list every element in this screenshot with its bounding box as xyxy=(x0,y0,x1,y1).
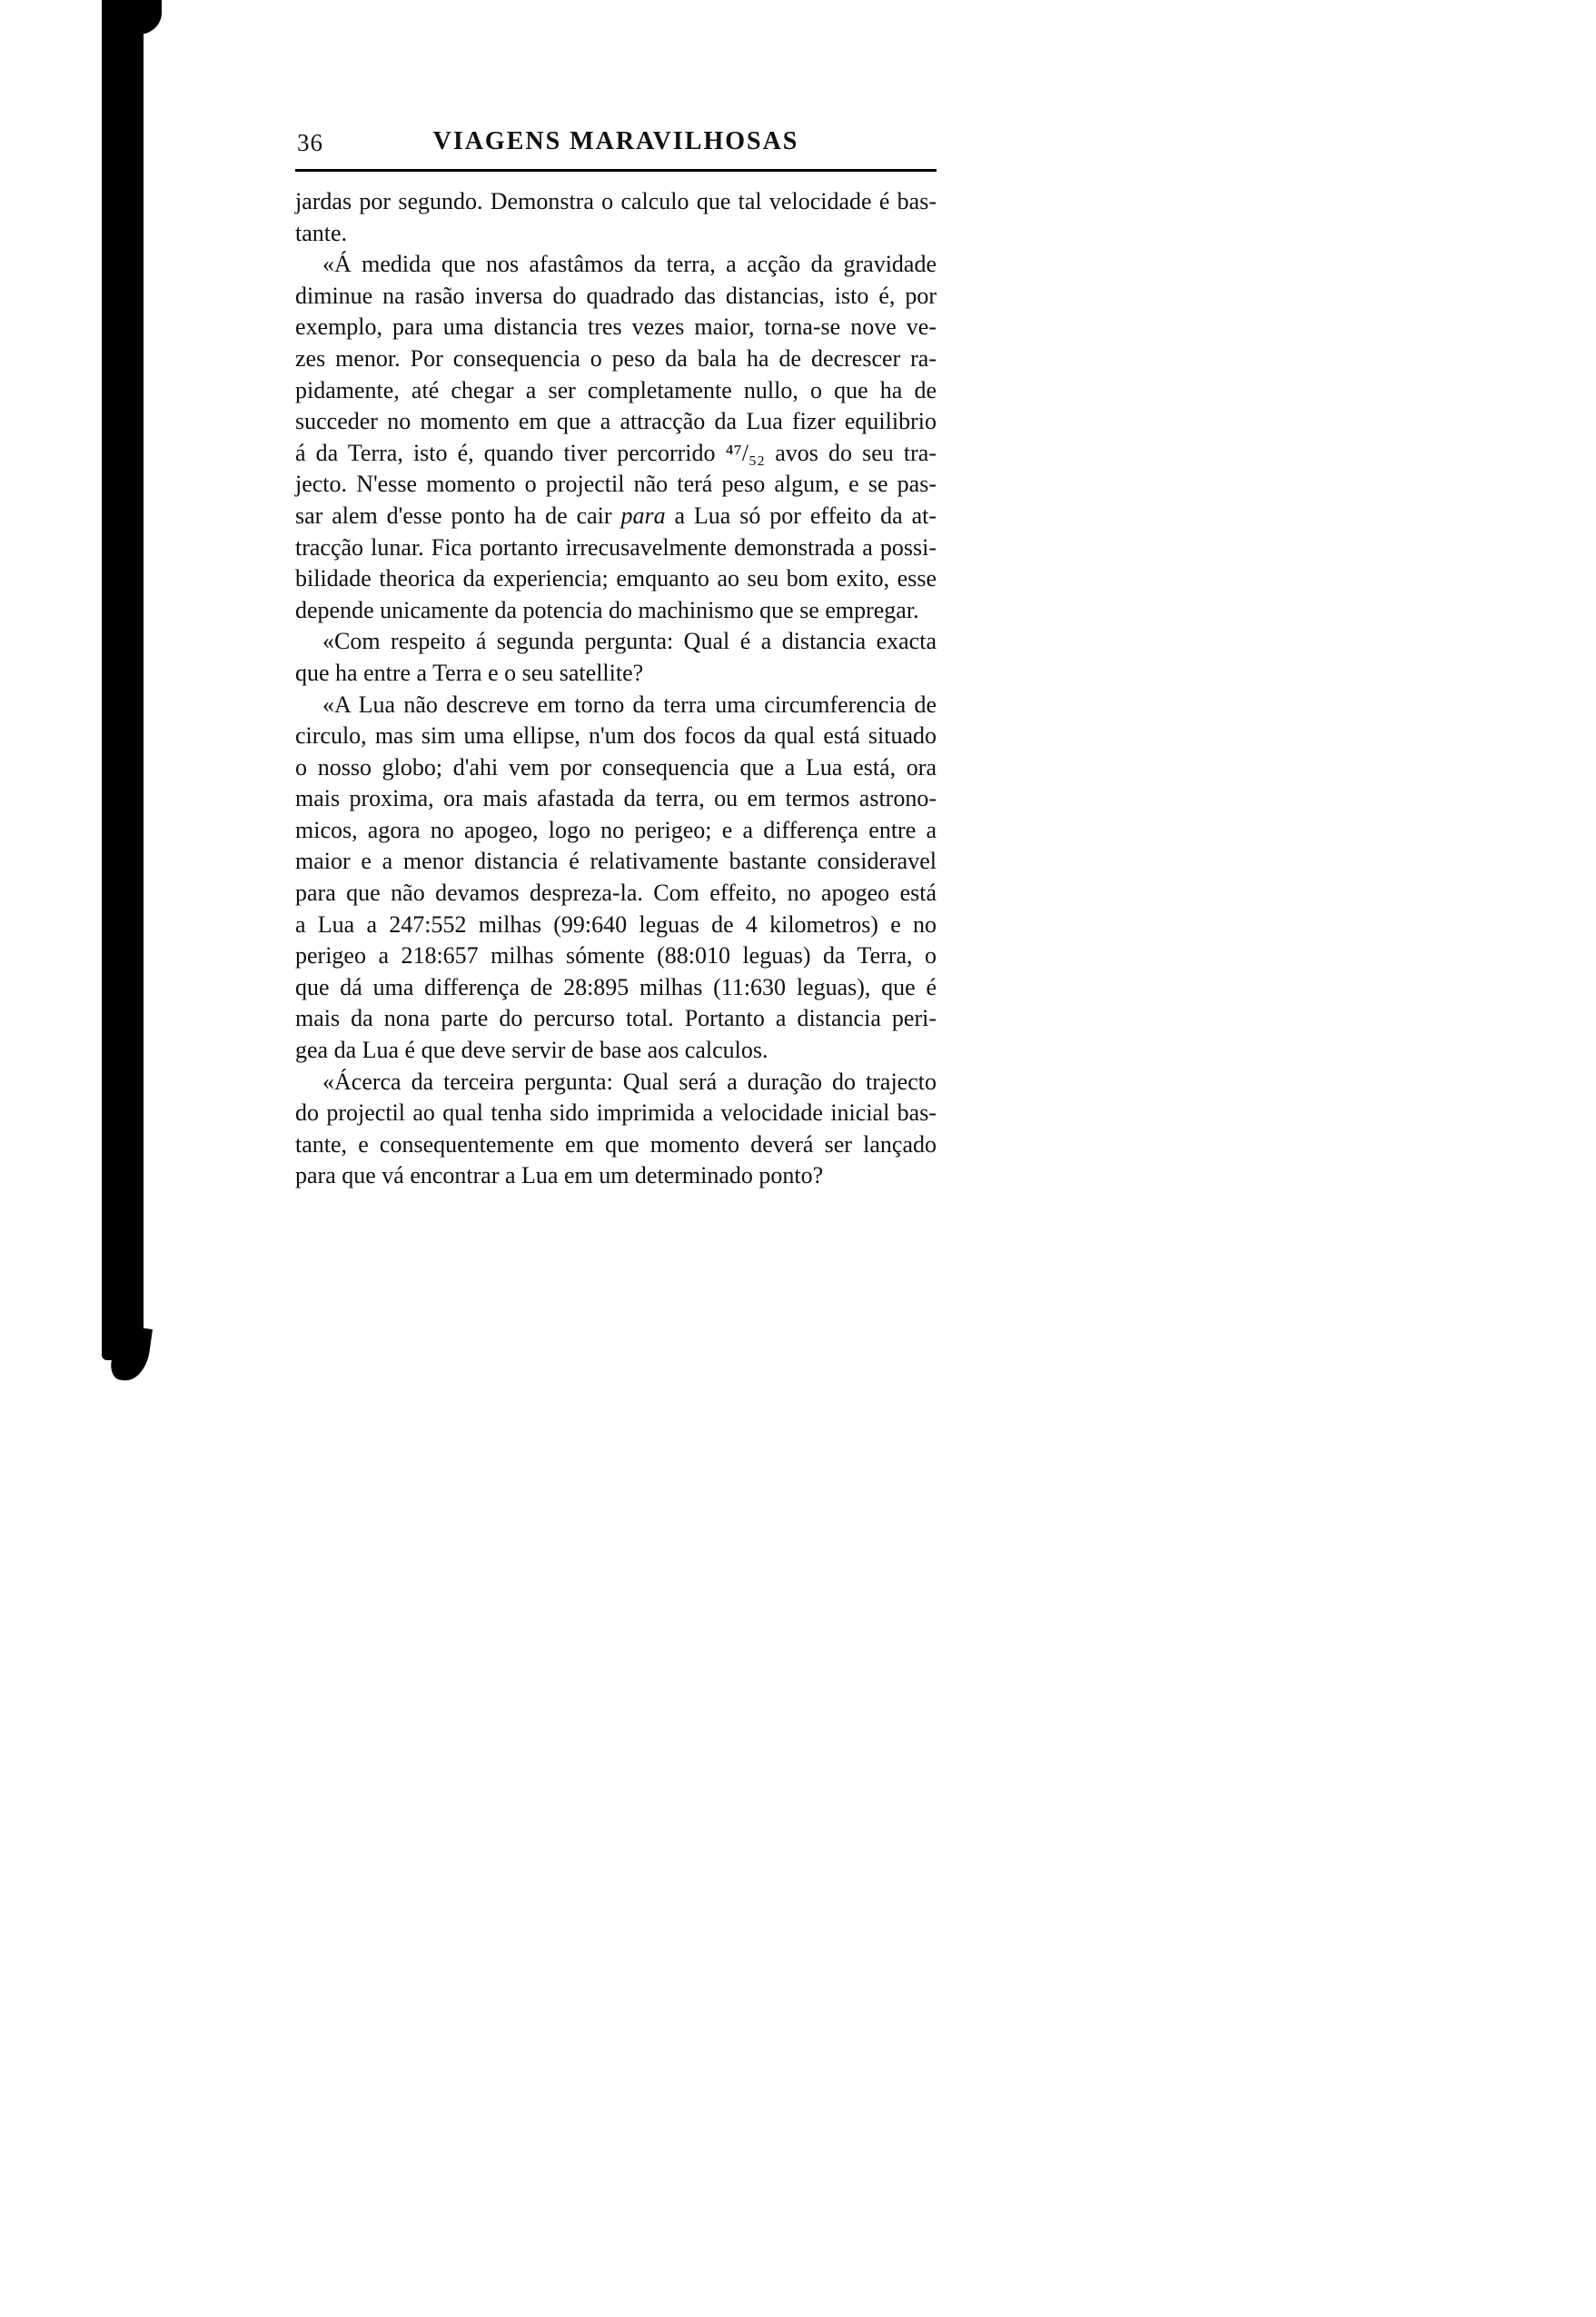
page-corner-shadow xyxy=(125,0,162,35)
text-line: succeder no momento em que a attracção da Lua fizer equilibrio xyxy=(295,408,937,435)
text-line: «A Lua não descreve em torno da terra uma circumferencia de xyxy=(322,691,937,718)
scan-speck xyxy=(107,511,112,522)
text-line: jardas por segundo. Demonstra o calculo que tal velocidade é bas- xyxy=(295,188,937,214)
text-line: circulo, mas sim uma ellipse, n'um dos focos da qual está situado xyxy=(295,722,937,750)
text-line: gea da Lua é que deve servir de base aos calculos. xyxy=(295,1037,768,1064)
gutter-shadow-curl xyxy=(109,1325,153,1384)
text-line: tante. xyxy=(295,219,348,246)
text-line: maior e a menor distancia é relativamente bastante consideravel xyxy=(295,848,937,875)
gutter-shadow xyxy=(102,0,144,1360)
text-line: «Ácerca da terceira pergunta: Qual será a duração do trajecto xyxy=(322,1068,937,1095)
text-line: o nosso globo; d'ahi vem por consequencia que a Lua está, ora xyxy=(295,753,937,781)
text-line: pidamente, até chegar a ser completamente nullo, o que ha de xyxy=(295,376,937,403)
text-line: para que não devamos despreza-la. Com effeito, no apogeo está xyxy=(295,880,937,907)
text-line: tracção lunar. Fica portanto irrecusavelmente demonstrada a possi- xyxy=(295,533,937,561)
running-title: VIAGENS MARAVILHOSAS xyxy=(432,127,799,155)
text-line: do projectil ao qual tenha sido imprimida a velocidade inicial bas- xyxy=(295,1099,937,1127)
text-line: para que vá encontrar a Lua em um determinado ponto? xyxy=(295,1162,824,1189)
text-line: exemplo, para uma distancia tres vezes maior, torna-se nove ve- xyxy=(295,313,937,341)
text-line: á da Terra, isto é, quando tiver percorrido ⁴⁷/₅₂ avos do seu tra- xyxy=(295,439,937,466)
text-line: «Com respeito á segunda pergunta: Qual é a distancia exacta xyxy=(322,628,937,655)
page-column xyxy=(295,125,937,1192)
text-line: diminue na rasão inversa do quadrado das distancias, isto é, por xyxy=(295,282,937,309)
text-line: micos, agora no apogeo, logo no perigeo; e a differença entre a xyxy=(295,816,937,843)
text-line: mais proxima, ora mais afastada da terra, ou em termos astrono- xyxy=(295,785,937,812)
text-line: jecto. N'esse momento o projectil não terá peso algum, e se pas- xyxy=(295,471,937,498)
text-line: sar alem d'esse ponto ha de cair para a Lua só por effeito da at- xyxy=(295,502,937,529)
running-header xyxy=(295,125,937,162)
text-line: zes menor. Por consequencia o peso da bala ha de decrescer ra- xyxy=(295,344,937,372)
text-block xyxy=(295,186,937,1192)
text-line: perigeo a 218:657 milhas sómente (88:010 leguas) da Terra, o xyxy=(295,942,937,970)
text-line: depende unicamente da potencia do machinismo que se empregar. xyxy=(295,596,919,623)
header-rule xyxy=(295,169,937,172)
scan-speck xyxy=(105,718,109,727)
text-line: mais da nona parte do percurso total. Portanto a distancia peri- xyxy=(295,1005,937,1032)
text-line: que ha entre a Terra e o seu satellite? xyxy=(295,659,644,686)
text-line: que dá uma differença de 28:895 milhas (11:630 leguas), que é xyxy=(295,973,937,1000)
text-line: tante, e consequentemente em que momento deverá ser lançado xyxy=(295,1130,937,1158)
page-number: 36 xyxy=(297,129,323,156)
text-line: a Lua a 247:552 milhas (99:640 leguas de 4 kilometros) e no xyxy=(295,910,937,938)
text-line: «Á medida que nos afastâmos da terra, a acção da gravidade xyxy=(322,251,937,278)
text-line: bilidade theorica da experiencia; emquanto ao seu bom exito, esse xyxy=(295,565,937,592)
